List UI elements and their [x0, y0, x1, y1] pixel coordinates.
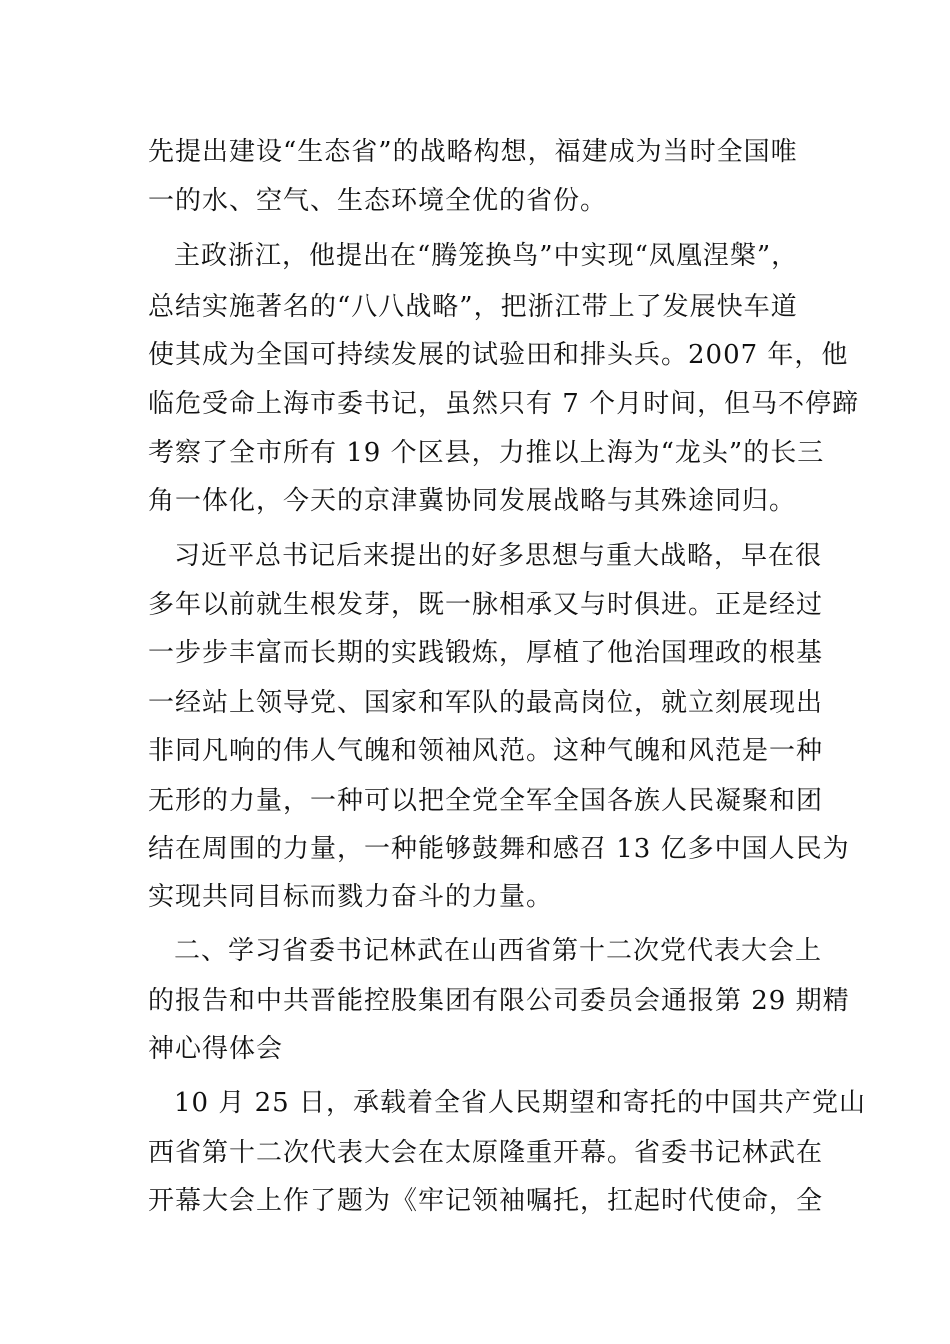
- text-line: 西省第十二次代表大会在太原隆重开幕。省委书记林武在: [148, 1138, 824, 1168]
- text-line: 使其成为全国可持续发展的试验田和排头兵。2007 年，他: [148, 340, 849, 370]
- text-line: 开幕大会上作了题为《牢记领袖嘱托，扛起时代使命，全: [148, 1186, 824, 1216]
- text-line: 考察了全市所有 19 个区县，力推以上海为“龙头”的长三: [148, 438, 825, 468]
- paragraph-first-line: 主政浙江，他提出在“腾笼换鸟”中实现“凤凰涅槃”，: [174, 241, 799, 271]
- text-line: 结在周围的力量，一种能够鼓舞和感召 13 亿多中国人民为: [148, 834, 850, 864]
- section-heading-line: 的报告和中共晋能控股集团有限公司委员会通报第 29 期精: [148, 986, 850, 1016]
- text-line: 先提出建设“生态省”的战略构想，福建成为当时全国唯: [148, 137, 798, 167]
- text-line: 无形的力量，一种可以把全党全军全国各族人民凝聚和团: [148, 786, 824, 816]
- section-heading-line: 二、学习省委书记林武在山西省第十二次党代表大会上: [174, 936, 823, 966]
- text-line: 总结实施著名的“八八战略”，把浙江带上了发展快车道: [148, 292, 798, 322]
- text-line: 多年以前就生根发芽，既一脉相承又与时俱进。正是经过: [148, 590, 824, 620]
- text-line: 角一体化，今天的京津冀协同发展战略与其殊途同归。: [148, 486, 797, 516]
- text-line: 非同凡响的伟人气魄和领袖风范。这种气魄和风范是一种: [148, 736, 824, 766]
- text-line: 一步步丰富而长期的实践锻炼，厚植了他治国理政的根基: [148, 638, 824, 668]
- text-line: 一的水、空气、生态环境全优的省份。: [148, 186, 608, 216]
- text-line: 实现共同目标而戮力奋斗的力量。: [148, 882, 554, 912]
- text-line: 临危受命上海市委书记，虽然只有 7 个月时间，但马不停蹄: [148, 389, 860, 419]
- paragraph-first-line: 习近平总书记后来提出的好多思想与重大战略，早在很: [174, 541, 823, 571]
- text-line: 一经站上领导党、国家和军队的最高岗位，就立刻展现出: [148, 688, 824, 718]
- paragraph-first-line: 10 月 25 日，承载着全省人民期望和寄托的中国共产党山: [174, 1088, 866, 1118]
- section-heading-line: 神心得体会: [148, 1034, 284, 1064]
